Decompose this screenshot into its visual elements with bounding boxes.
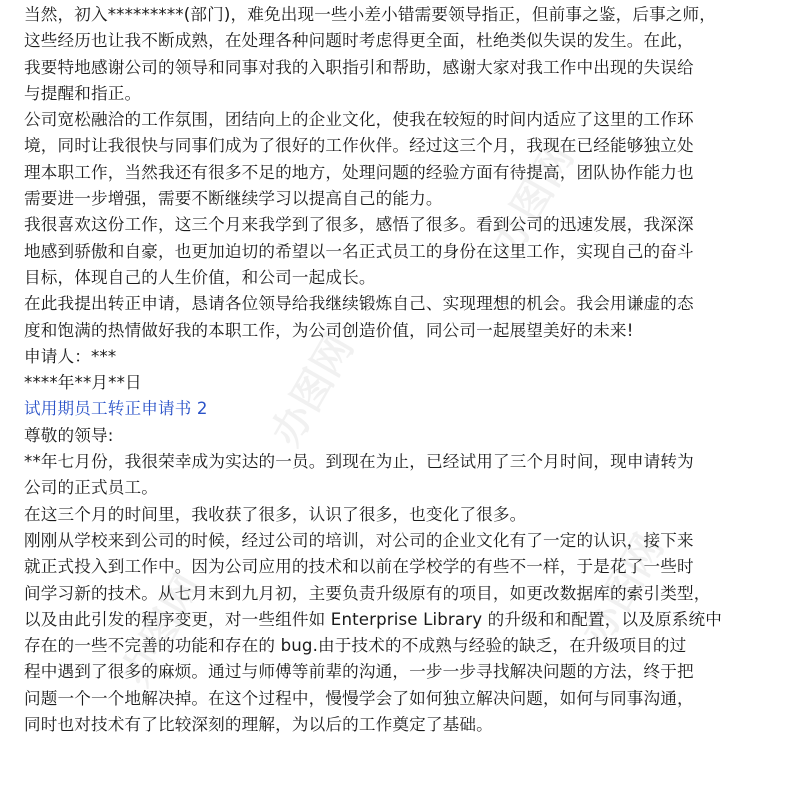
text-line: 我很喜欢这份工作，这三个月来我学到了很多，感悟了很多。看到公司的迅速发展，我深深 bbox=[24, 215, 694, 235]
text-line: 与提醒和指正。 bbox=[24, 83, 142, 103]
date-line: ****年**月**日 bbox=[24, 373, 142, 393]
text-line: 刚刚从学校来到公司的时候，经过公司的培训，对公司的企业文化有了一定的认识，接下来 bbox=[24, 530, 694, 550]
text-line: 存在的一些不完善的功能和存在的 bug.由于技术的不成熟与经验的缺乏，在升级项目的过 bbox=[24, 636, 687, 656]
text-line: 我要特地感谢公司的领导和同事对我的入职指引和帮助，感谢大家对我工作中出现的失误给 bbox=[24, 57, 694, 77]
text-line: 同时也对技术有了比较深刻的理解，为以后的工作奠定了基础。 bbox=[24, 715, 493, 735]
applicant-line: 申请人：*** bbox=[24, 346, 117, 366]
watermark: 办图网 bbox=[573, 526, 673, 654]
text-line: 间学习新的技术。从七月末到九月初，主要负责升级原有的项目，如更改数据库的索引类型， bbox=[24, 583, 711, 603]
text-line: 境，同时让我很快与同事们成为了很好的工作伙伴。经过这三个月，我现在已经能够独立处 bbox=[24, 136, 694, 156]
text-line: 在这三个月的时间里，我收获了很多，认识了很多，也变化了很多。 bbox=[24, 504, 527, 524]
text-line: 公司的正式员工。 bbox=[24, 478, 158, 498]
text-line: 理本职工作，当然我还有很多不足的地方，处理问题的经验方面有待提高，团队协作能力也 bbox=[24, 162, 694, 182]
text-line: 需要进一步增强，需要不断继续学习以提高自己的能力。 bbox=[24, 189, 443, 209]
text-line: 当然，初入*********(部门)，难免出现一些小差小错需要领导指正，但前事之鉴，后事之师， bbox=[24, 5, 717, 24]
salutation-line: 尊敬的领导: bbox=[24, 425, 114, 445]
section-heading: 试用期员工转正申请书 2 bbox=[24, 399, 208, 419]
text-line: 程中遇到了很多的麻烦。通过与师傅等前辈的沟通，一步一步寻找解决问题的方法，终于把 bbox=[24, 662, 694, 682]
text-line: 目标，体现自己的人生价值，和公司一起成长。 bbox=[24, 267, 376, 287]
text-line: 问题一个一个地解决掉。在这个过程中，慢慢学会了如何独立解决问题，如何与同事沟通， bbox=[24, 688, 694, 708]
text-line: 就正式投入到工作中。因为公司应用的技术和以前在学校学的有些不一样，于是花了一些时 bbox=[24, 557, 694, 577]
text-line: 公司宽松融洽的工作氛围，团结向上的企业文化，使我在较短的时间内适应了这里的工作环 bbox=[24, 110, 694, 130]
text-line: 这些经历也让我不断成熟，在处理各种问题时考虑得更全面，杜绝类似失误的发生。在此， bbox=[24, 31, 694, 51]
watermark: 办图网 bbox=[263, 326, 363, 454]
text-line: **年七月份，我很荣幸成为实达的一员。到现在为止，已经试用了三个月时间，现申请转为 bbox=[24, 452, 694, 472]
watermark: 办图网 bbox=[113, 566, 213, 694]
text-line: 以及由此引发的程序变更，对一些组件如 Enterprise Library 的升级和和配置，以及原系统中 bbox=[24, 609, 723, 629]
watermark: 办图网 bbox=[483, 136, 583, 264]
text-line: 在此我提出转正申请，恳请各位领导给我继续锻炼自己、实现理想的机会。我会用谦虚的态 bbox=[24, 294, 694, 314]
text-line: 地感到骄傲和自豪，也更加迫切的希望以一名正式员工的身份在这里工作，实现自己的奋斗 bbox=[24, 241, 694, 261]
text-line: 度和饱满的热情做好我的本职工作，为公司创造价值，同公司一起展望美好的未来! bbox=[24, 320, 634, 340]
